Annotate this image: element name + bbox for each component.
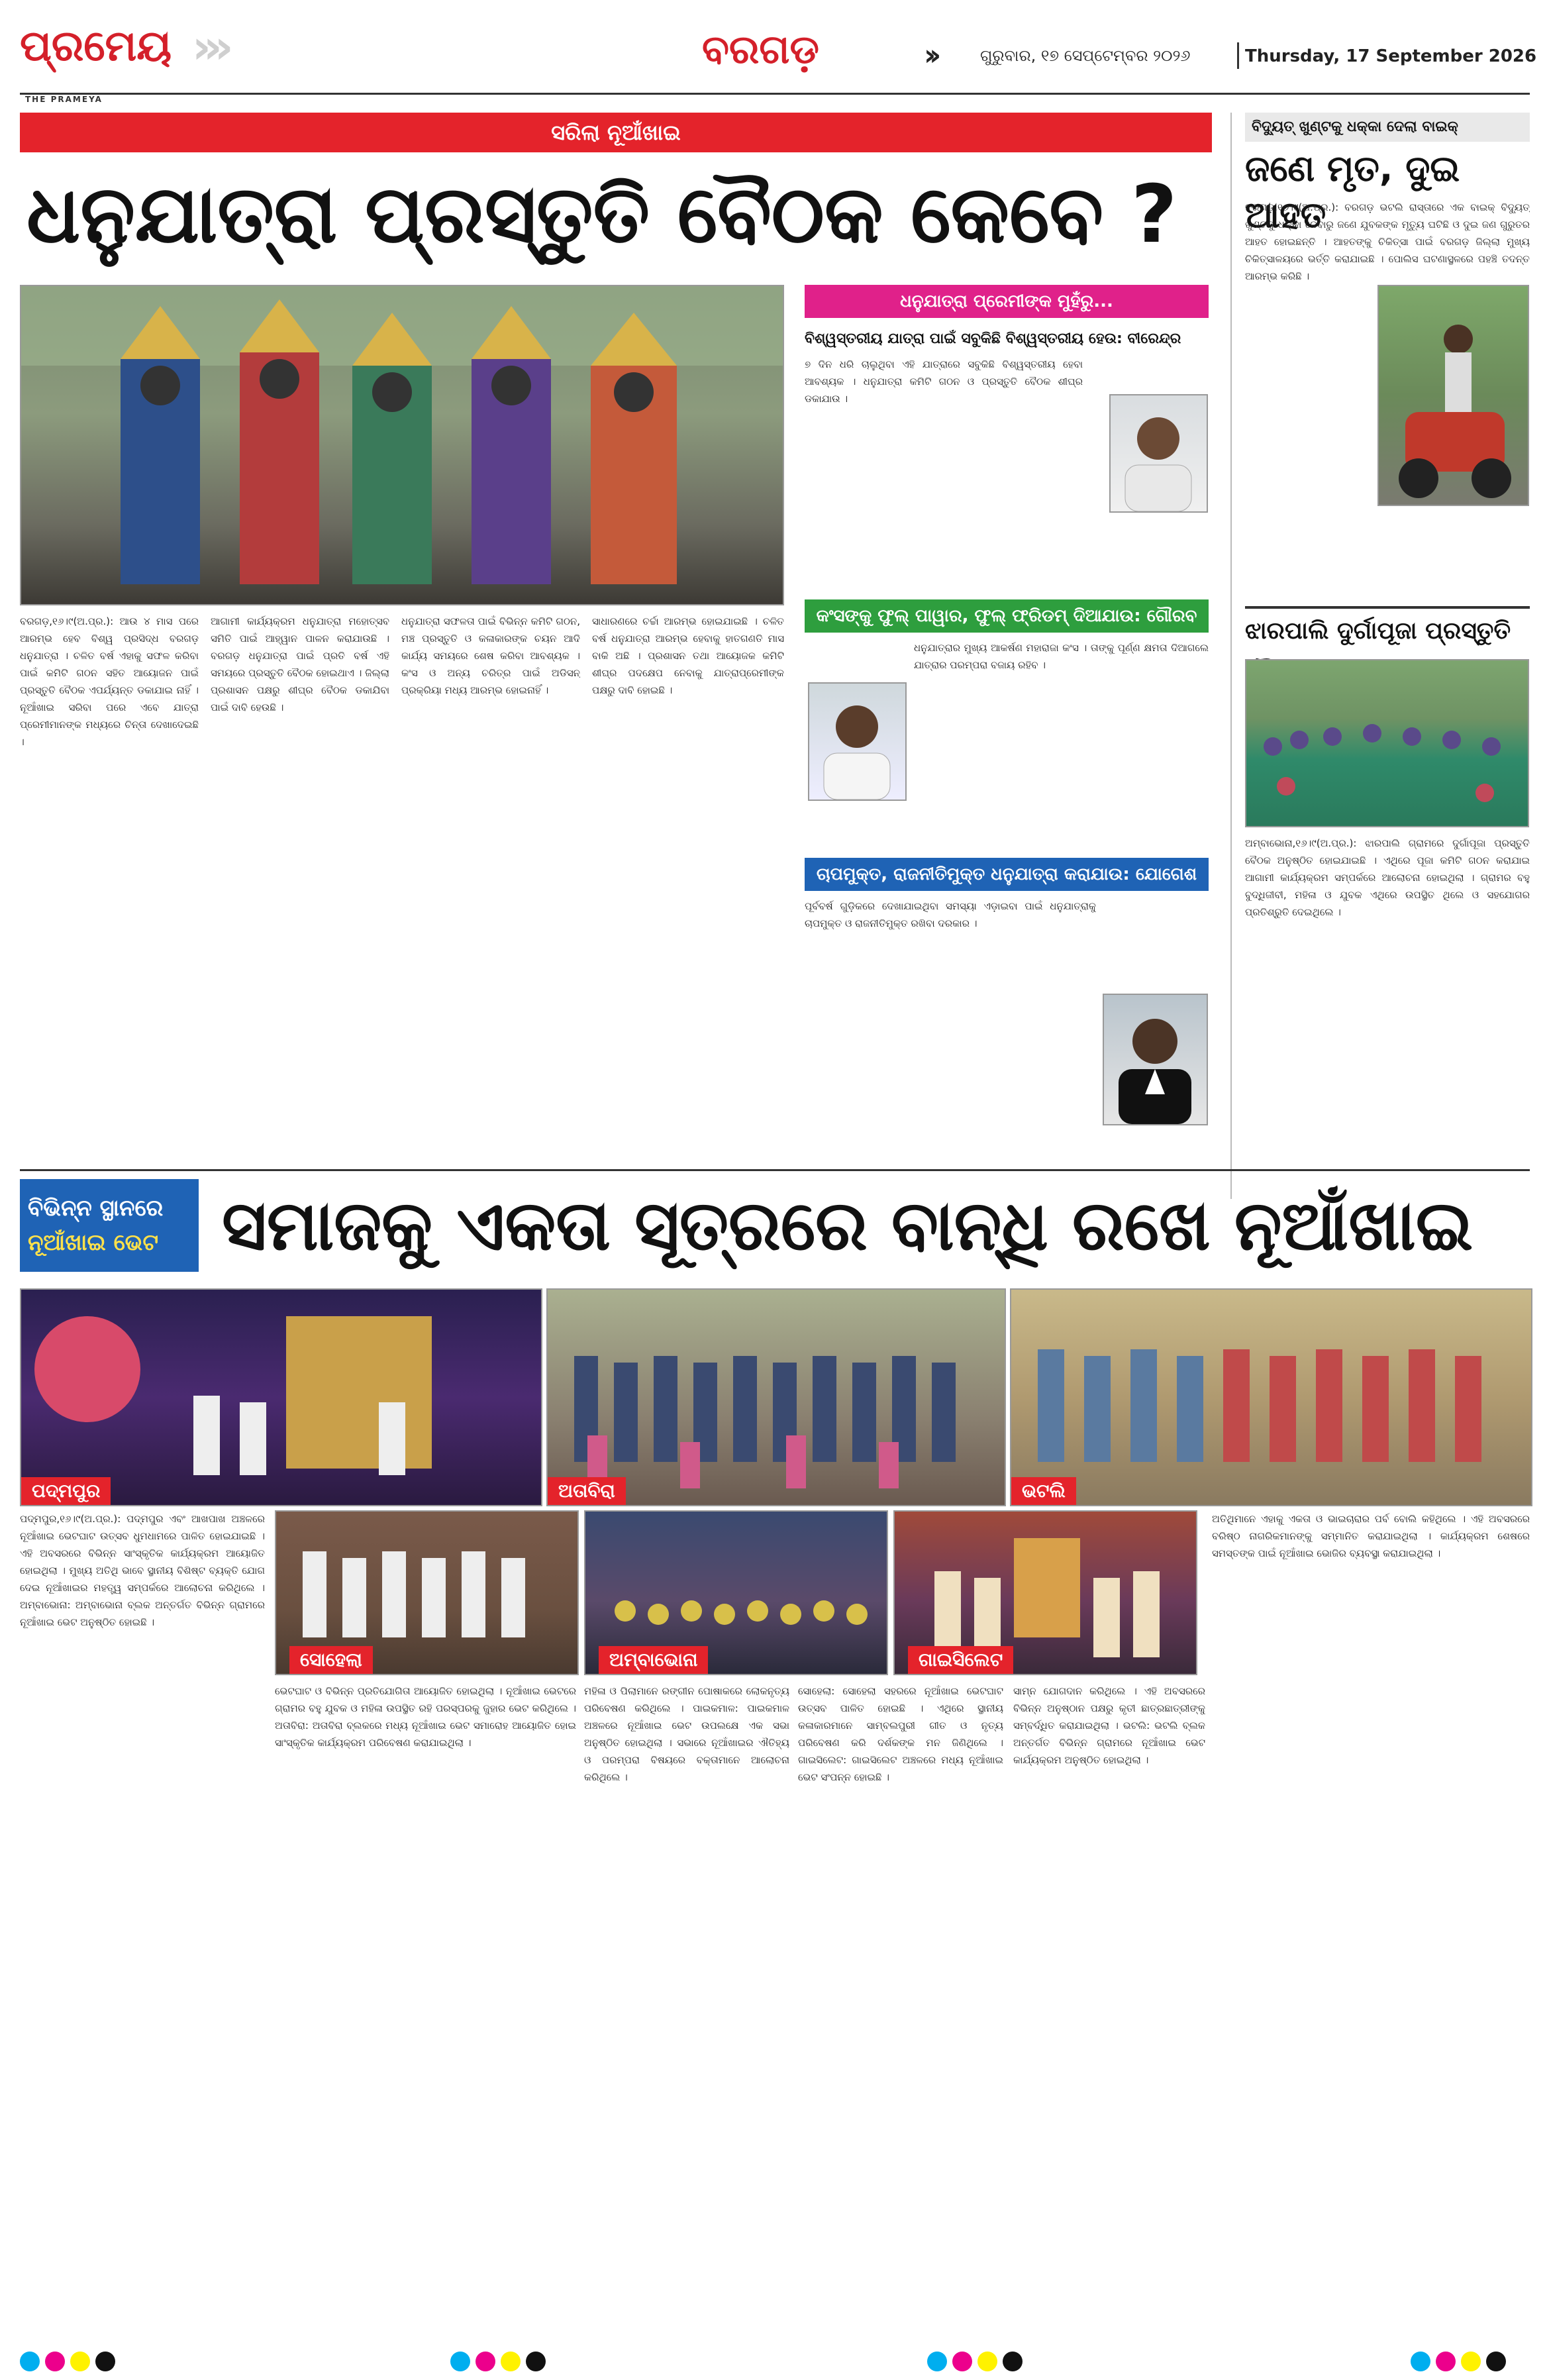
nuakhai-col5: ସାମ୍ନ ଯୋଗଦାନ କରିଥିଲେ । ଏହି ଅବସରରେ ବିଭିନ୍ନ ଅନୁଷ୍ଠାନ ପକ୍ଷରୁ କୃତୀ ଛାତ୍ରଛାତ୍ରୀଙ୍କୁ ସମ୍ବର୍ଦ୍ଧିତ କରାଯାଇଥିଲା । ଭଟଲି: ଭଟଲି ବ୍ଲକ ଅନ୍ତର୍ଗତ ବିଭିନ୍ନ ଗ୍ରାମରେ ନୂଆଁଖାଇ ଭେଟ କାର୍ଯ୍ୟକ୍ରମ ଅନୁଷ୍ଠିତ ହୋଇଥିଲା । bbox=[1013, 1685, 1205, 1766]
lead-photo-figures bbox=[21, 286, 783, 604]
nuakhai-col2: ଭେଟଘାଟ ଓ ବିଭିନ୍ନ ପ୍ରତିଯୋଗିତା ଆୟୋଜିତ ହୋଇଥିଲା । ନୂଆଁଖାଇ ଭେଟରେ ଗ୍ରାମର ବହୁ ଯୁବକ ଓ ମହିଳା ଉପସ୍ଥିତ ରହି ପରସ୍ପରକୁ ଜୁହାର ଭେଟ କରିଥିଲେ । ଅତାବିରା: ଅତାବିରା ବ୍ଲକରେ ମଧ୍ୟ ନୂଆଁଖାଇ ଭେଟ ସମାରୋହ ଆୟୋଜିତ ହୋଇ ସାଂସ୍କୃତିକ କାର୍ଯ୍ୟକ୍ରମ ପରିବେଷଣ କରାଯାଇଥିଲା । bbox=[275, 1685, 576, 1749]
opinion-3-headline: ଚାପମୁକ୍ତ, ରାଜନୀତିମୁକ୍ତ ଧନୁଯାତ୍ରା କରାଯାଉ: ଯୋଗେଶ bbox=[805, 858, 1209, 891]
nuakhai-photo-atabira bbox=[546, 1288, 1006, 1506]
masthead-logo: ପ୍ରମେୟ THE PRAMEYA bbox=[20, 20, 172, 86]
side1-kicker: ବିଦ୍ୟୁତ୍ ଖୁଣ୍ଟକୁ ଧକ୍କା ଦେଲା ବାଇକ୍ bbox=[1245, 113, 1530, 142]
opinion-item-1 bbox=[805, 328, 1209, 508]
opinion-3-body: ପୂର୍ବବର୍ଷ ଗୁଡ଼ିକରେ ଦେଖାଯାଇଥିବା ସମସ୍ୟା ଏଡ଼ାଇବା ପାଇଁ ଧନୁଯାତ୍ରାକୁ ଚାପମୁକ୍ତ ଓ ରାଜନୀତିମୁକ୍ତ ରଖିବା ଦରକାର । bbox=[805, 900, 1096, 929]
photo-cap-padampur: ପଦ୍ମପୁର bbox=[21, 1477, 111, 1505]
lead-body-col3: ଧନୁଯାତ୍ରା ସଫଳତା ପାଇଁ ବିଭିନ୍ନ କମିଟି ଗଠନ, ମଞ୍ଚ ପ୍ରସ୍ତୁତି ଓ କଳାକାରଙ୍କ ଚୟନ ଆଦି କାର୍ଯ୍ୟ ସମୟରେ ଶେଷ କରିବା ଆବଶ୍ୟକ । କଂସ ଓ ଅନ୍ୟ ଚରିତ୍ର ପାଇଁ ଅଡିସନ୍ ପ୍ରକ୍ରିୟା ମଧ୍ୟ ଆରମ୍ଭ ହୋଇନାହିଁ । bbox=[401, 615, 580, 696]
masthead-rule bbox=[20, 93, 1530, 95]
photo-cap-sohela: ସୋହେଲା bbox=[289, 1646, 373, 1674]
opinion-1-portrait bbox=[1109, 394, 1208, 513]
nuakhai-tag-line2: ନୂଆଁଖାଇ ଭେଟ bbox=[28, 1229, 159, 1256]
nuakhai-photo-bhatli bbox=[1010, 1288, 1532, 1506]
lead-photo bbox=[20, 285, 784, 605]
lead-body-col2: ଆଗାମୀ କାର୍ଯ୍ୟକ୍ରମ ଧନୁଯାତ୍ରା ମହୋତ୍ସବ ସମିତି ପାଇଁ ଆହ୍ୱାନ ପାଳନ କରାଯାଉଛି । ବରଗଡ଼ ଧନୁଯାତ୍ରା ପାଇଁ ପ୍ରତି ବର୍ଷ ଏହି ସମୟରେ ପ୍ରସ୍ତୁତି ବୈଠକ ହୋଇଥାଏ । ଜିଲ୍ଲା ପ୍ରଶାସନ ପକ୍ଷରୁ ଶୀଘ୍ର ବୈଠକ ଡକାଯିବା ପାଇଁ ଦାବି ହେଉଛି । bbox=[211, 615, 389, 713]
photo-cap-gaisilet: ଗାଇସିଲେଟ bbox=[908, 1646, 1013, 1674]
nuakhai-col1: ପଦ୍ମପୁର,୧୬।୯(ଅ.ପ୍ର.): ପଦ୍ମପୁର ଏବଂ ଆଖପାଖ ଅଞ୍ଚଳରେ ନୂଆଁଖାଇ ଭେଟଘାଟ ଉତ୍ସବ ଧୁମଧାମରେ ପାଳିତ ହୋଇଯାଇଛି । ଏହି ଅବସରରେ ବିଭିନ୍ନ ସାଂସ୍କୃତିକ କାର୍ଯ୍ୟକ୍ରମ ଆୟୋଜିତ ହୋଇଥିଲା । ମୁଖ୍ୟ ଅତିଥି ଭାବେ ସ୍ଥାନୀୟ ବିଶିଷ୍ଟ ବ୍ୟକ୍ତି ଯୋଗ ଦେଇ ନୂଆଁଖାଇର ମହତ୍ତ୍ୱ ସମ୍ପର୍କରେ ଆଲୋଚନା କରିଥିଲେ । ଅମ୍ବାଭୋନା: ଅମ୍ବାଭୋନା ବ୍ଲକ ଅନ୍ତର୍ଗତ ବିଭିନ୍ନ ଗ୍ରାମରେ ନୂଆଁଖାଇ ଭେଟ ଅନୁଷ୍ଠିତ ହୋଇଛି । bbox=[20, 1513, 265, 1628]
date-odia: ଗୁରୁବାର, ୧୭ ସେପ୍ଟେମ୍ବର ୨୦୨୬ bbox=[980, 46, 1191, 65]
opinion-1-headline: ବିଶ୍ୱସ୍ତରୀୟ ଯାତ୍ରା ପାଇଁ ସବୁକିଛି ବିଶ୍ୱସ୍ତରୀୟ ହେଉ: ବୀରେନ୍ଦ୍ର bbox=[805, 331, 1181, 347]
nuakhai-tag-line1: ବିଭିନ୍ନ ସ୍ଥାନରେ bbox=[28, 1195, 164, 1221]
city-name: ବରଗଡ଼ bbox=[702, 26, 819, 73]
nuakhai-photo-sohela bbox=[275, 1510, 579, 1675]
side1-headline: ଜଣେ ମୃତ, ଦୁଇ ଆହତ bbox=[1245, 148, 1460, 236]
nuakhai-col3: ମହିଳା ଓ ପିଲାମାନେ ରଙ୍ଗୀନ ପୋଷାକରେ ଲୋକନୃତ୍ୟ ପରିବେଷଣ କରିଥିଲେ । ପାଇକମାଳ: ପାଇକମାଳ ଅଞ୍ଚଳରେ ନୂଆଁଖାଇ ଭେଟ ଉପଲକ୍ଷେ ଏକ ସଭା ଅନୁଷ୍ଠିତ ହୋଇଥିଲା । ସଭାରେ ନୂଆଁଖାଇର ଐତିହ୍ୟ ଓ ପରମ୍ପରା ବିଷୟରେ ବକ୍ତାମାନେ ଆଲୋଚନା କରିଥିଲେ । bbox=[584, 1685, 789, 1783]
nuakhai-photo-padampur bbox=[20, 1288, 542, 1506]
date-english: Thursday, 17 September 2026 bbox=[1245, 46, 1537, 66]
date-chevron-icon: ›› bbox=[924, 38, 935, 72]
lead-headline: ଧନୁଯାତ୍ରା ପ୍ରସ୍ତୁତି ବୈଠକ କେବେ ? bbox=[26, 169, 1177, 261]
registration-marks-midright bbox=[927, 2352, 1028, 2374]
registration-marks-left bbox=[20, 2352, 121, 2374]
photo-cap-atabira: ଅତାବିରା bbox=[548, 1477, 626, 1505]
lead-kicker: ସରିଲା ନୂଆଁଖାଇ bbox=[20, 113, 1212, 152]
nuakhai-photo-gaisilet bbox=[893, 1510, 1197, 1675]
masthead-logo-sub: THE PRAMEYA bbox=[25, 95, 103, 104]
opinions-header: ଧନୁଯାତ୍ରା ପ୍ରେମୀଙ୍କ ମୁହଁରୁ... bbox=[805, 285, 1209, 318]
lead-body-col1: ବରଗଡ଼,୧୬।୯(ଅ.ପ୍ର.): ଆଉ ୪ ମାସ ପରେ ଆରମ୍ଭ ହେବ ବିଶ୍ୱ ପ୍ରସିଦ୍ଧ ବରଗଡ଼ ଧନୁଯାତ୍ରା । ଚଳିତ ବର୍ଷ ଏହାକୁ ସଫଳ କରିବା ପାଇଁ କମିଟି ଗଠନ ସହିତ ଆୟୋଜନ ପାଇଁ ପ୍ରସ୍ତୁତି ବୈଠକ ଏପର୍ଯ୍ୟନ୍ତ ଡକାଯାଇ ନାହିଁ । ନୂଆଁଖାଇ ସରିବା ପରେ ଏବେ ଯାତ୍ରା ପ୍ରେମୀମାନଙ୍କ ମଧ୍ୟରେ ଚିନ୍ତା ଦେଖାଦେଇଛି । bbox=[20, 615, 199, 748]
date-divider bbox=[1237, 42, 1239, 69]
registration-marks-midleft bbox=[450, 2352, 551, 2374]
nuakhai-photo-ambabhona bbox=[584, 1510, 888, 1675]
side2-body: ଅମ୍ବାଭୋନା,୧୬।୯(ଅ.ପ୍ର.): ଝାରପାଲି ଗ୍ରାମରେ ଦୁର୍ଗାପୂଜା ପ୍ରସ୍ତୁତି ବୈଠକ ଅନୁଷ୍ଠିତ ହୋଇଯାଇଛି । ଏଥିରେ ପୂଜା କମିଟି ଗଠନ କରାଯାଇ ଆଗାମୀ କାର୍ଯ୍ୟକ୍ରମ ସମ୍ପର୍କରେ ଆଲୋଚନା ହୋଇଥିଲା । ଗ୍ରାମର ବହୁ ବୁଦ୍ଧିଜୀବୀ, ମହିଳା ଓ ଯୁବକ ଏଥିରେ ଉପସ୍ଥିତ ଥିଲେ ଓ ସହଯୋଗର ପ୍ରତିଶ୍ରୁତି ଦେଇଥିଲେ । bbox=[1245, 837, 1530, 918]
nuakhai-col6: ଅତିଥିମାନେ ଏହାକୁ ଏକତା ଓ ଭାଇଚାରାର ପର୍ବ ବୋଲି କହିଥିଲେ । ଏହି ଅବସରରେ ବରିଷ୍ଠ ନାଗରିକମାନଙ୍କୁ ସମ୍ମାନିତ କରାଯାଇଥିଲା । କାର୍ଯ୍ୟକ୍ରମ ଶେଷରେ ସମସ୍ତଙ୍କ ପାଇଁ ନୂଆଁଖାଇ ଭୋଜିର ବ୍ୟବସ୍ଥା କରାଯାଇଥିଲା । bbox=[1212, 1513, 1530, 1559]
opinion-2-body: ଧନୁଯାତ୍ରାର ମୁଖ୍ୟ ଆକର୍ଷଣ ମହାରାଜା କଂସ । ତାଙ୍କୁ ପୂର୍ଣ୍ଣ କ୍ଷମତା ଦିଆଗଲେ ଯାତ୍ରାର ପରମ୍ପରା ବଜାୟ ରହିବ । bbox=[914, 642, 1209, 671]
lead-body-col4: ସାଧାରଣରେ ଚର୍ଚ୍ଚା ଆରମ୍ଭ ହୋଇଯାଇଛି । ଚଳିତ ବର୍ଷ ଧନୁଯାତ୍ରା ଆରମ୍ଭ ହେବାକୁ ହାତଗଣତି ମାସ ବାକି ଅଛି । ପ୍ରଶାସନ ତଥା ଆୟୋଜକ କମିଟି ଶୀଘ୍ର ପଦକ୍ଷେପ ନେବାକୁ ଯାତ୍ରାପ୍ରେମୀଙ୍କ ପକ୍ଷରୁ ଦାବି ହୋଇଛି । bbox=[592, 615, 784, 696]
masthead-chevron-icon: ››› bbox=[192, 20, 226, 74]
side2-photo bbox=[1245, 659, 1529, 827]
nuakhai-col4: ସୋହେଲା: ସୋହେଲା ସହରରେ ନୂଆଁଖାଇ ଭେଟଘାଟ ଉତ୍ସବ ପାଳିତ ହୋଇଛି । ଏଥିରେ ସ୍ଥାନୀୟ କଳାକାରମାନେ ସାମ୍ବଲପୁରୀ ଗୀତ ଓ ନୃତ୍ୟ ପରିବେଷଣ କରି ଦର୍ଶକଙ୍କ ମନ ଜିଣିଥିଲେ । ଗାଇସିଲେଟ: ଗାଇସିଲେଟ ଅଞ୍ଚଳରେ ମଧ୍ୟ ନୂଆଁଖାଇ ଭେଟ ସଂପନ୍ନ ହୋଇଛି । bbox=[798, 1685, 1003, 1783]
side1-body: ବରଗଡ଼,୧୬।୯(ଅ.ପ୍ର.): ବରଗଡ଼ ଭଟଲି ରାସ୍ତାରେ ଏକ ବାଇକ୍ ବିଦ୍ୟୁତ୍ ଖୁଣ୍ଟକୁ ଧକ୍କା ଦେବାରୁ ଜଣେ ଯୁବକଙ୍କ ମୃତ୍ୟୁ ଘଟିଛି ଓ ଦୁଇ ଜଣ ଗୁରୁତର ଆହତ ହୋଇଛନ୍ତି । ଆହତଙ୍କୁ ଚିକିତ୍ସା ପାଇଁ ବରଗଡ଼ ଜିଲ୍ଲା ମୁଖ୍ୟ ଚିକିତ୍ସାଳୟରେ ଭର୍ତ୍ତି କରାଯାଇଛି । ପୋଲିସ ଘଟଣାସ୍ଥଳରେ ପହଞ୍ଚି ତଦନ୍ତ ଆରମ୍ଭ କରିଛି । bbox=[1245, 201, 1530, 282]
photo-cap-bhatli: ଭଟଲି bbox=[1011, 1477, 1076, 1505]
opinion-2-headline: କଂସଙ୍କୁ ଫୁଲ୍ ପାୱାର, ଫୁଲ୍ ଫ୍ରିଡମ୍ ଦିଆଯାଉ: ଗୌରବ bbox=[805, 599, 1209, 633]
section-rule bbox=[20, 1169, 1530, 1171]
photo-cap-ambabhona: ଅମ୍ବାଭୋନା bbox=[599, 1646, 708, 1674]
sidebar-rule bbox=[1230, 113, 1232, 1199]
registration-marks-right bbox=[1411, 2352, 1511, 2374]
nuakhai-tag bbox=[20, 1179, 199, 1272]
opinion-1-body: ୭ ଦିନ ଧରି ଚାଲୁଥିବା ଏହି ଯାତ୍ରାରେ ସବୁକିଛି ବିଶ୍ୱସ୍ତରୀୟ ହେବା ଆବଶ୍ୟକ । ଧନୁଯାତ୍ରା କମିଟି ଗଠନ ଓ ପ୍ରସ୍ତୁତି ବୈଠକ ଶୀଘ୍ର ଡକାଯାଉ । bbox=[805, 358, 1083, 405]
opinion-2-portrait bbox=[808, 682, 907, 801]
opinion-3-portrait bbox=[1103, 994, 1208, 1125]
side2-headline: ଝାରପାଲି ଦୁର୍ଗାପୂଜା ପ୍ରସ୍ତୁତି bbox=[1245, 606, 1530, 691]
nuakhai-headline: ସମାଜକୁ ଏକତା ସୂତ୍ରରେ ବାନ୍ଧି ରଖେ ନୂଆଁଖାଇ bbox=[222, 1185, 1474, 1266]
